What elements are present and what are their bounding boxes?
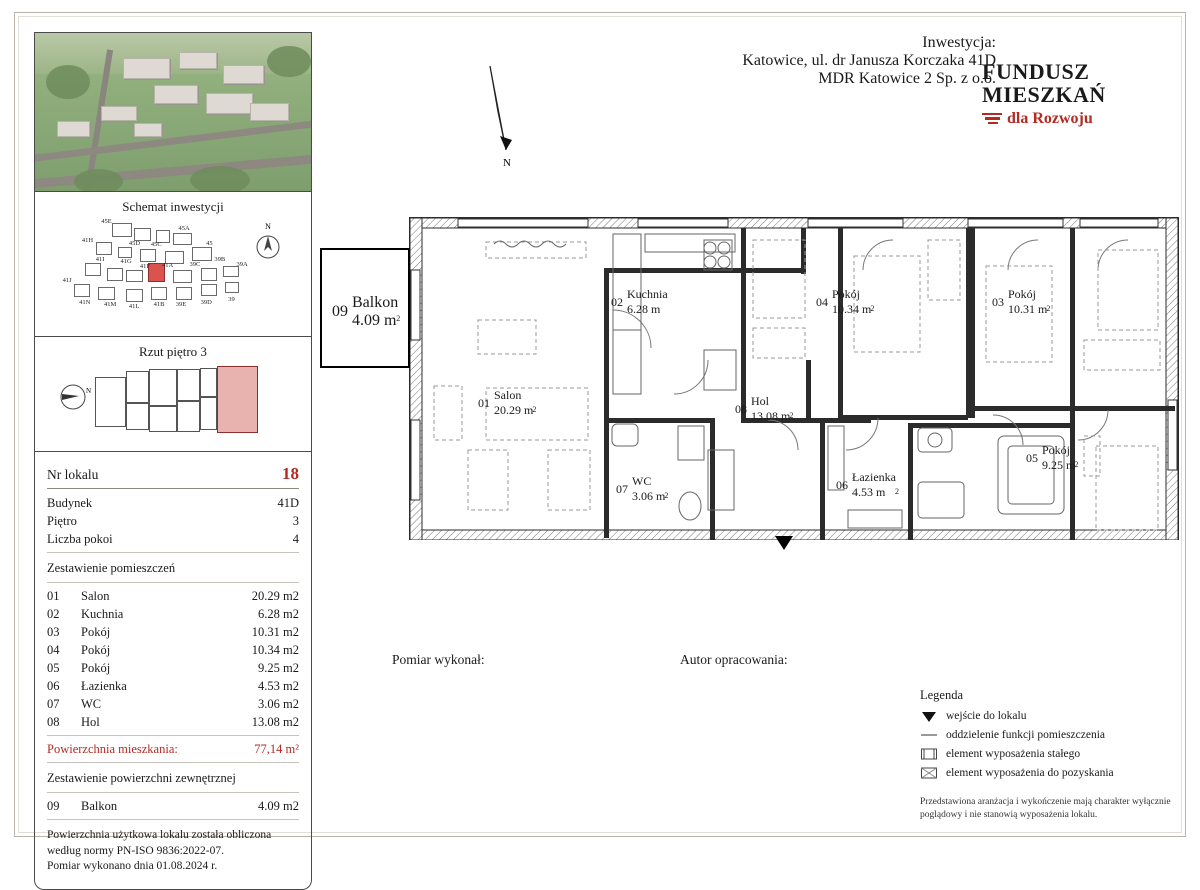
divider — [47, 819, 299, 820]
room-name: Łazienka — [81, 678, 127, 693]
room-index: 06 — [47, 678, 60, 693]
balcony-number: 09 — [332, 303, 348, 320]
pokoj04-area: 10.34 m — [832, 302, 872, 316]
floor-label: Piętro — [47, 513, 77, 528]
room-area: 10.31 m2 — [251, 624, 299, 639]
disclaimer-line-1: Przedstawiona aranżacja i wykończenie mają charakter wyłącznie — [920, 797, 1171, 807]
balcony-area-sup: 2 — [396, 313, 401, 323]
scheme-block — [201, 284, 218, 296]
balcony-callout — [320, 248, 410, 368]
legend — [920, 688, 1170, 785]
scheme-block — [192, 247, 211, 261]
room-name: Balkon — [81, 798, 118, 813]
room-index: 08 — [47, 714, 60, 729]
unit-info-table — [34, 452, 312, 890]
scheme-block — [112, 223, 131, 237]
thumb-unit — [177, 401, 201, 431]
legend-item-label: wejście do lokalu — [946, 710, 1027, 722]
building-value: 41D — [277, 495, 299, 510]
note-line-3: Pomiar wykonano dnia 01.08.2024 r. — [47, 860, 218, 873]
legend-item — [920, 728, 1170, 742]
thumb-unit — [126, 403, 150, 430]
table-row — [47, 587, 299, 605]
salon-name: Salon — [494, 388, 522, 402]
floor-row — [47, 512, 299, 530]
divider — [47, 735, 299, 736]
aerial-building — [101, 106, 137, 122]
aerial-trees — [74, 169, 124, 192]
north-arrow-icon — [476, 62, 520, 172]
rooms-count-row — [47, 530, 299, 548]
thumb-unit — [177, 369, 201, 401]
aerial-building — [250, 103, 289, 122]
brand-logo — [982, 60, 1132, 128]
room-name: Kuchnia — [81, 606, 124, 621]
note-line-2: według normy PN-ISO 9836:2022-07. — [47, 844, 224, 857]
kuchnia-name: Kuchnia — [627, 287, 668, 301]
room-tag-pokoj-03 — [992, 287, 1055, 317]
scheme-map: 45E 45D 45C 45A 45 41H 41I 41G 41F 41A 39C 39B 39A 41J 41N 41M 41L 41B 39E 39D 39 — [62, 218, 248, 311]
legend-item — [920, 747, 1170, 761]
hol-area-sup: 2 — [789, 410, 794, 420]
wc-area-sup: 2 — [664, 490, 669, 500]
room-name: Salon — [81, 588, 110, 603]
apartment-floorplan — [320, 196, 1180, 566]
scheme-block — [118, 247, 132, 259]
pokoj04-area-sup: 2 — [870, 303, 875, 313]
aerial-trees — [190, 166, 251, 192]
author-label: Autor opracowania: — [680, 652, 788, 667]
external-title: Zestawienie powierzchni zewnętrznej — [47, 771, 236, 785]
aerial-building — [179, 52, 218, 69]
room-tag-salon — [478, 388, 541, 418]
floor-plan-panel — [34, 337, 312, 452]
table-row — [47, 623, 299, 641]
legend-item-label: oddzielenie funkcji pomieszczenia — [946, 729, 1106, 741]
table-row — [47, 641, 299, 659]
optional-equipment-icon — [920, 766, 938, 780]
thumb-unit — [200, 368, 217, 397]
room-tag-lazienka — [836, 470, 904, 500]
table-row — [47, 659, 299, 677]
room-area: 6.28 m2 — [258, 606, 299, 621]
wc-number: 07 — [616, 481, 628, 496]
logo-line-1: FUNDUSZ — [982, 59, 1090, 84]
entrance-marker-icon — [775, 536, 793, 550]
divider — [47, 792, 299, 793]
table-row — [47, 797, 299, 815]
unit-number-row — [47, 462, 299, 485]
thumb-unit — [149, 369, 176, 406]
scheme-block — [126, 289, 143, 302]
lazienka-area-sup: 2 — [894, 486, 899, 496]
scheme-block — [85, 263, 102, 276]
left-info-column — [34, 32, 312, 890]
aerial-building — [57, 121, 90, 137]
pokoj05-number: 05 — [1026, 450, 1038, 465]
measurement-note — [47, 828, 299, 875]
divider — [47, 488, 299, 489]
room-area: 4.09 m2 — [258, 798, 299, 813]
room-index: 04 — [47, 642, 60, 657]
room-name: Pokój — [81, 660, 111, 675]
aerial-building — [223, 65, 264, 84]
room-index: 05 — [47, 660, 60, 675]
fixed-equipment-icon — [920, 747, 938, 761]
thumb-unit — [200, 397, 217, 431]
investment-company: MDR Katowice 2 Sp. z o.o. — [818, 70, 996, 87]
floor-compass-icon — [53, 375, 97, 419]
wc-area: 3.06 m — [632, 489, 666, 503]
total-label: Powierzchnia mieszkania: — [47, 741, 178, 756]
legend-disclaimer — [920, 796, 1176, 822]
scheme-block — [96, 242, 113, 255]
floor-value: 3 — [292, 513, 299, 528]
scheme-block — [98, 287, 115, 300]
room-index: 07 — [47, 696, 60, 711]
room-index: 03 — [47, 624, 60, 639]
scheme-block — [74, 284, 91, 297]
lazienka-name: Łazienka — [852, 470, 896, 484]
room-tag-kuchnia — [611, 287, 668, 317]
note-line-1: Powierzchnia użytkowa lokalu została obliczona — [47, 829, 272, 841]
svg-text:N: N — [265, 222, 271, 231]
pokoj05-area-sup: 2 — [1074, 459, 1079, 469]
aerial-photo — [34, 32, 312, 192]
aerial-building — [206, 93, 253, 114]
room-index: 01 — [47, 588, 60, 603]
legend-title: Legenda — [920, 688, 964, 702]
pokoj05-area: 9.25 m — [1042, 458, 1076, 472]
scheme-block — [173, 233, 192, 246]
aerial-trees — [46, 65, 90, 100]
divider — [47, 582, 299, 583]
investment-label: Inwestycja: — [922, 34, 996, 51]
aerial-building — [154, 85, 198, 104]
scheme-block — [201, 268, 218, 281]
rooms-label: Liczba pokoi — [47, 531, 113, 546]
pokoj03-area-sup: 2 — [1046, 303, 1051, 313]
floor-layout-thumb — [95, 363, 265, 443]
unit-label: Nr lokalu — [47, 466, 99, 482]
room-area: 10.34 m2 — [251, 642, 299, 657]
measured-by-label: Pomiar wykonał: — [392, 652, 485, 667]
logo-bars-icon — [982, 113, 1002, 127]
room-area: 9.25 m2 — [258, 660, 299, 675]
svg-text:N: N — [503, 157, 511, 169]
room-name: Pokój — [81, 624, 111, 639]
legend-item-label: element wyposażenia do pozyskania — [946, 767, 1114, 779]
floorplan-drawing — [408, 210, 1180, 540]
pokoj03-name: Pokój — [1008, 287, 1037, 301]
thumb-unit-selected — [217, 366, 258, 433]
kuchnia-area: 6.28 m — [627, 302, 661, 316]
table-row — [47, 677, 299, 695]
balcony-name: Balkon — [352, 294, 399, 311]
header-texts — [742, 34, 996, 88]
investment-address: Katowice, ul. dr Janusza Korczaka 41D — [742, 52, 996, 69]
table-row — [47, 695, 299, 713]
room-area: 3.06 m2 — [258, 696, 299, 711]
pokoj03-area: 10.31 m — [1008, 302, 1048, 316]
rooms-value: 4 — [292, 531, 299, 546]
thumb-unit — [126, 371, 150, 403]
balcony-tag — [332, 294, 406, 330]
logo-line-3: dla Rozwoju — [1007, 110, 1093, 128]
total-area-row — [47, 740, 299, 758]
building-row — [47, 494, 299, 512]
room-area: 20.29 m2 — [251, 588, 299, 603]
scheme-block — [126, 270, 143, 282]
table-row — [47, 605, 299, 623]
salon-area: 20.29 m — [494, 403, 534, 417]
hol-name: Hol — [751, 394, 769, 408]
room-tag-pokoj-04 — [816, 287, 879, 317]
pokoj03-number: 03 — [992, 294, 1004, 309]
legend-item — [920, 709, 1170, 723]
room-tag-wc — [616, 474, 673, 504]
salon-number: 01 — [478, 395, 490, 410]
rooms-table-title: Zestawienie pomieszczeń — [47, 561, 176, 575]
room-tag-pokoj-05 — [1026, 443, 1083, 473]
thumb-unit — [149, 406, 176, 432]
room-area: 4.53 m2 — [258, 678, 299, 693]
logo-line-2: MIESZKAŃ — [982, 82, 1106, 108]
line-divider-icon — [920, 728, 938, 742]
aerial-building — [123, 58, 170, 79]
room-name: Hol — [81, 714, 100, 729]
salon-area-sup: 2 — [532, 404, 537, 414]
logo-tagline-row — [982, 110, 1132, 128]
room-index: 02 — [47, 606, 60, 621]
aerial-trees — [267, 46, 311, 78]
pokoj04-number: 04 — [816, 294, 828, 309]
hol-number: 08 — [735, 401, 747, 416]
scheme-block — [173, 270, 192, 283]
balcony-area: 4.09 m — [352, 312, 397, 329]
room-index: 09 — [47, 798, 60, 813]
room-name: Pokój — [81, 642, 111, 657]
scheme-block — [151, 287, 168, 300]
wc-name: WC — [632, 474, 652, 488]
unit-number: 18 — [282, 463, 299, 483]
divider — [47, 552, 299, 553]
room-tag-hol — [735, 394, 798, 424]
pokoj05-name: Pokój — [1042, 443, 1071, 457]
document-header — [706, 30, 1166, 128]
investment-scheme-title: Schemat inwestycji — [122, 199, 224, 214]
building-label: Budynek — [47, 495, 93, 510]
kuchnia-number: 02 — [611, 294, 623, 309]
divider — [47, 762, 299, 763]
svg-text:N: N — [86, 387, 92, 395]
scheme-block — [107, 268, 124, 281]
room-name: WC — [81, 696, 102, 711]
lazienka-number: 06 — [836, 477, 848, 492]
table-row — [47, 713, 299, 731]
total-value: 77,14 m² — [254, 741, 299, 756]
lazienka-area: 4.53 m — [852, 485, 886, 499]
aerial-building — [134, 123, 162, 137]
scheme-block — [176, 287, 193, 300]
legend-item-label: element wyposażenia stałego — [946, 748, 1081, 760]
hol-area: 13.08 m — [751, 409, 791, 423]
investment-scheme-panel — [34, 192, 312, 337]
scheme-block — [225, 282, 239, 293]
triangle-entry-icon — [920, 709, 938, 723]
thumb-unit — [95, 377, 126, 427]
floor-plan-title: Rzut piętro 3 — [139, 344, 207, 359]
legend-item — [920, 766, 1170, 780]
scheme-block — [140, 249, 157, 262]
disclaimer-line-2: poglądowy i nie stanowią wyposażenia lokalu. — [920, 809, 1098, 820]
pokoj04-name: Pokój — [832, 287, 861, 301]
room-area: 13.08 m2 — [251, 714, 299, 729]
